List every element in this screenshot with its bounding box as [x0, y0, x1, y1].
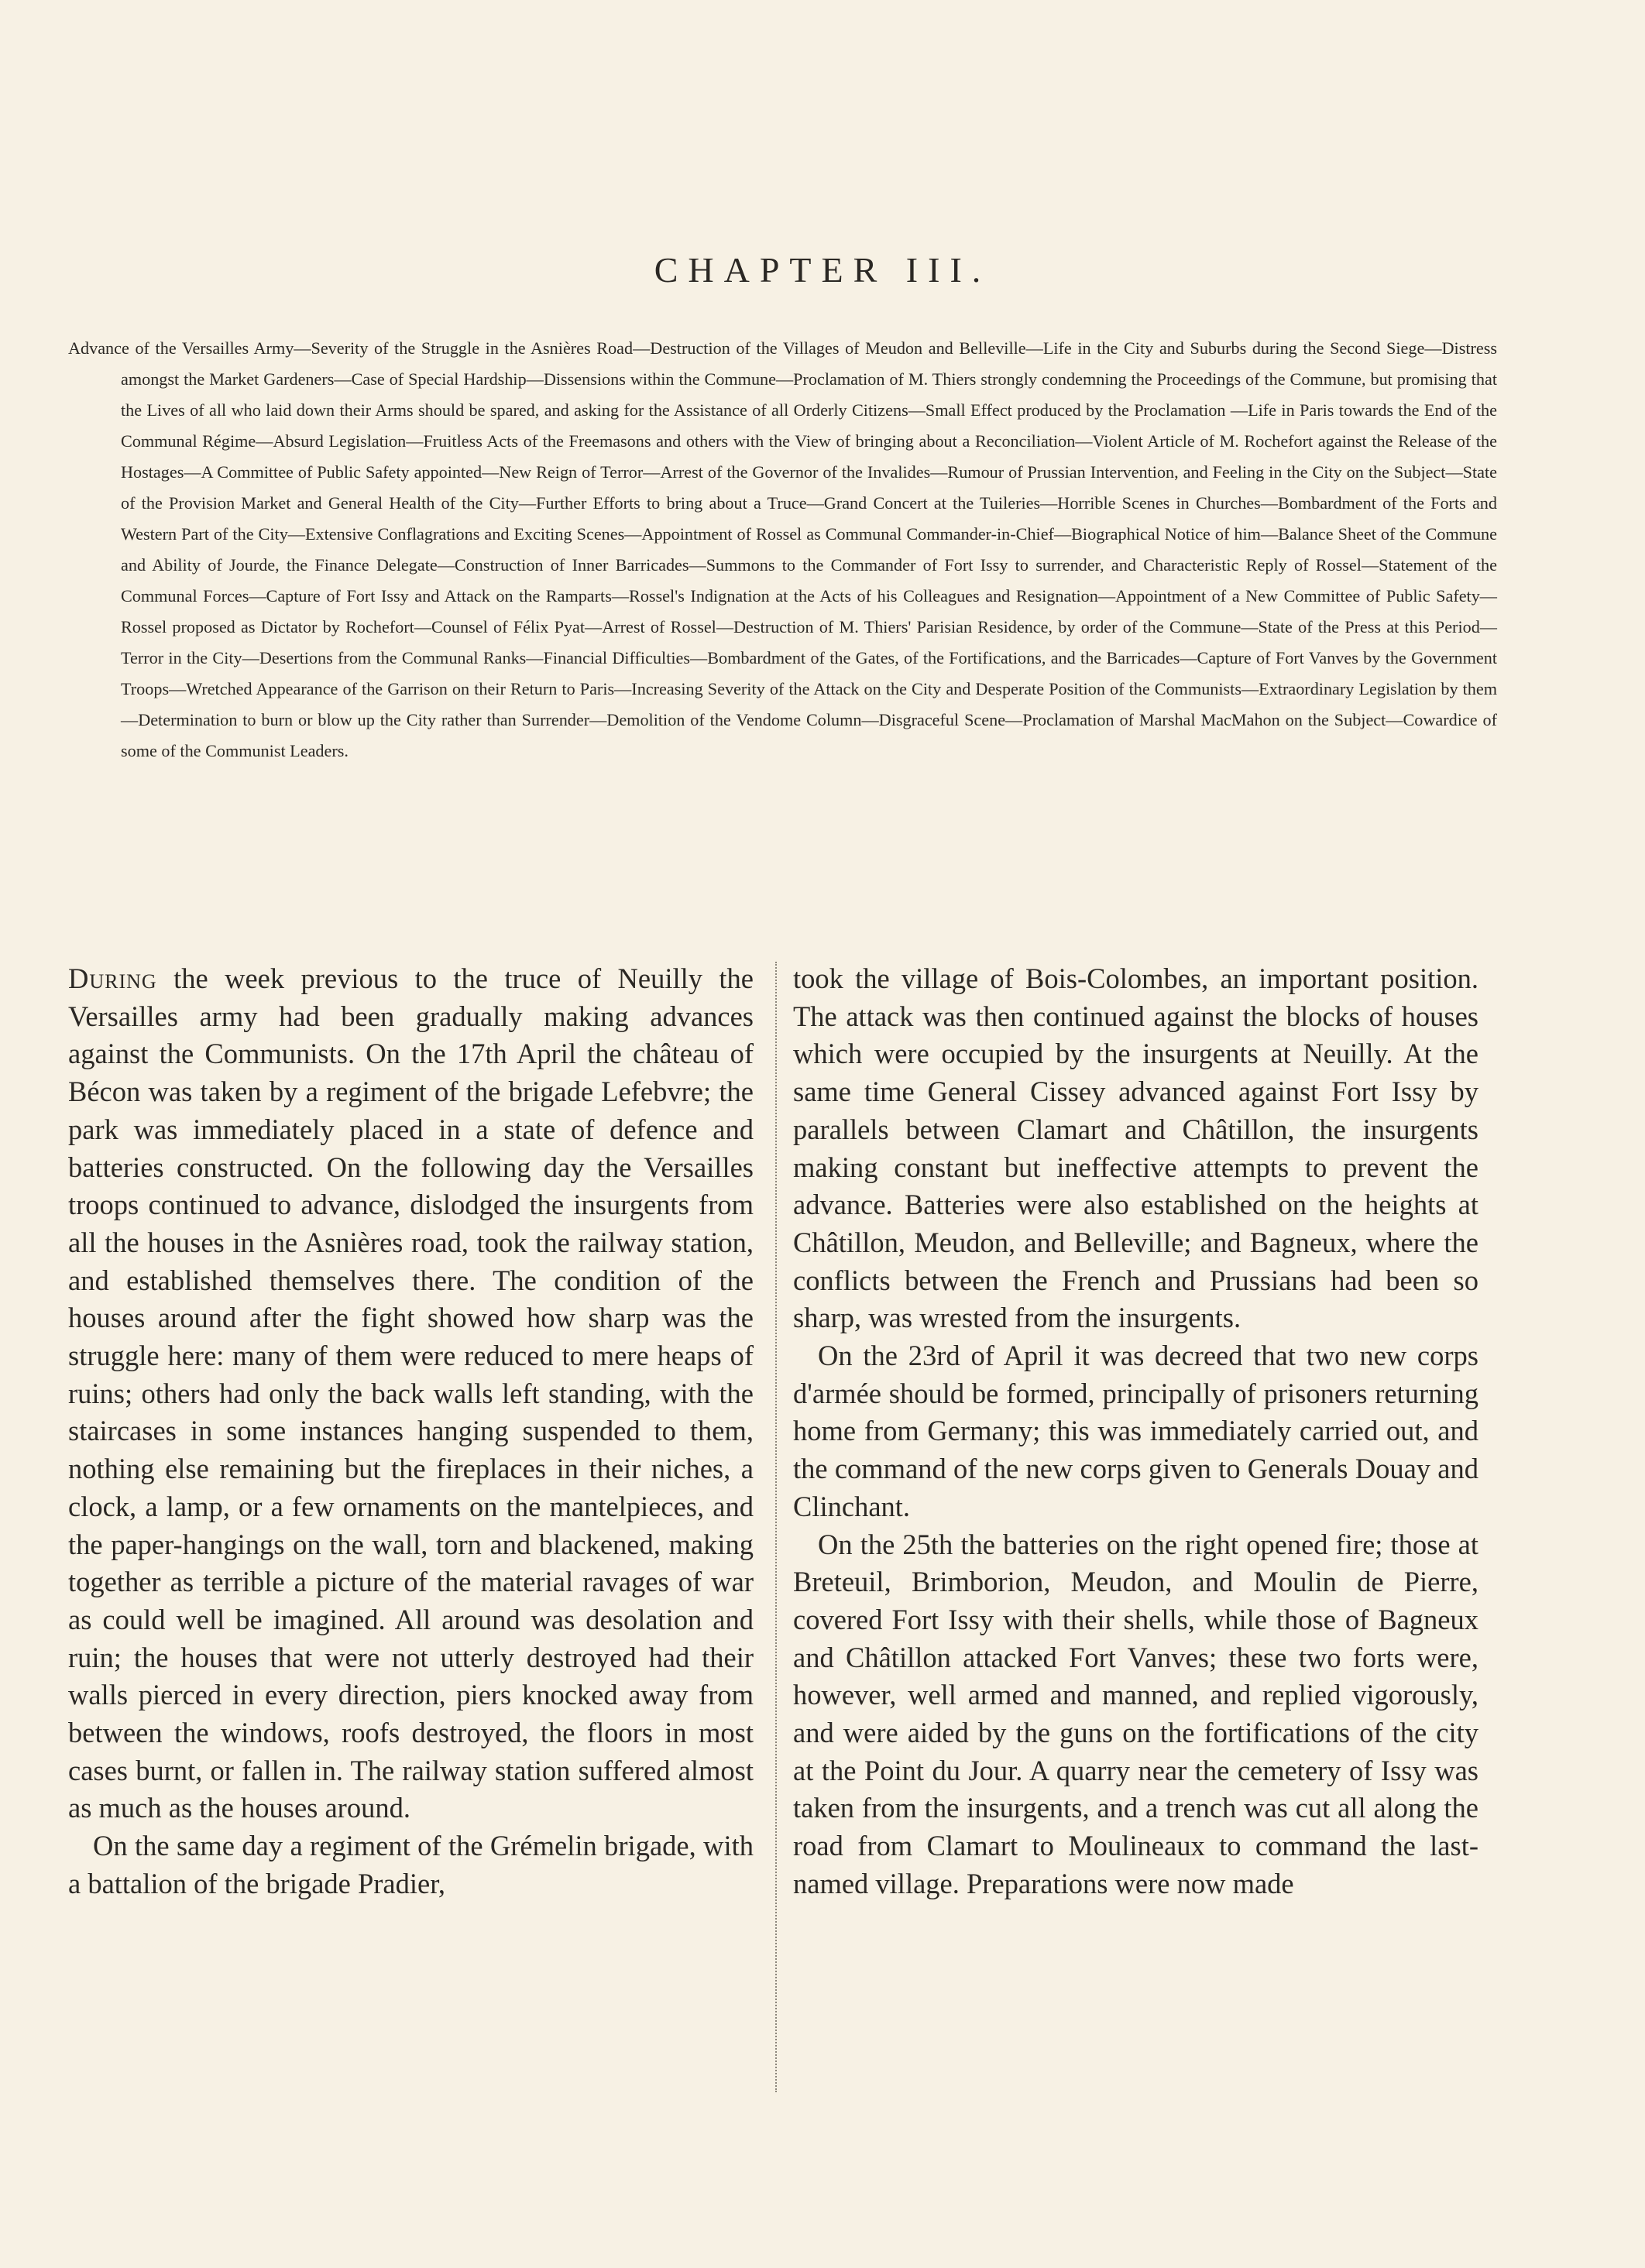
paragraph — [68, 960, 754, 1827]
column-divider — [775, 962, 777, 2092]
paragraph-text: the week previous to the truce of Neuilly the Versailles army had been gradually making advances against the Communists. On the 17th April the château of Bécon was taken by a regiment of the brigade Lefebvre; the park was immediately placed in a state of defence and batteries constructed. On the following day the Versailles troops continued to advance, dislodged the insurgents from all the houses in the Asnières road, took the railway station, and established themselves there. The condition of the houses around after the fight showed how sharp was the struggle here: many of them were reduced to mere heaps of ruins; others had only the back walls left standing, with the staircases in some instances hanging suspended to them, nothing else remaining but the fireplaces in their niches, a clock, a lamp, or a few ornaments on the mantelpieces, and the paper-hangings on the wall, torn and blackened, making together as terrible a picture of the material ravages of war as could well be imagined. All around was desolation and ruin; the houses that were not utterly destroyed had their walls pierced in every direction, piers knocked away from between the windows, roofs destroyed, the floors in most cases burnt, or fallen in. The railway station suffered almost as much as the houses around. — [68, 962, 754, 1824]
chapter-synopsis: Advance of the Versailles Army—Severity of the Struggle in the Asnières Road—Destruction of the Villages of Meudon and Belleville—Life in the City and Suburbs during the Second Siege—Distress amongst the Market Gardeners—Case of Special Hardship—Dissensions within the Commune—Proclamation of M. Thiers strongly condemning the Proceedings of the Commune, but promising that the Lives of all who laid down their Arms should be spared, and asking for the Assistance of all Orderly Citizens—Small Effect produced by the Proclamation —Life in Paris towards the End of the Communal Régime—Absurd Legislation—Fruitless Acts of the Freemasons and others with the View of bringing about a Reconciliation—Violent Article of M. Rochefort against the Release of the Hostages—A Committee of Public Safety appointed—New Reign of Terror—Arrest of the Governor of the Invalides—Rumour of Prussian Intervention, and Feeling in the City on the Subject—State of the Provision Market and General Health of the City—Further Efforts to bring about a Truce—Grand Concert at the Tuileries—Horrible Scenes in Churches—Bombardment of the Forts and Western Part of the City—Extensive Conflagrations and Exciting Scenes—Appointment of Rossel as Communal Commander-in-Chief—Biographical Notice of him—Balance Sheet of the Commune and Ability of Jourde, the Finance Delegate—Construction of Inner Barricades—Summons to the Commander of Fort Issy to surrender, and Characteristic Reply of Rossel—Statement of the Communal Forces—Capture of Fort Issy and Attack on the Ramparts—Rossel's Indignation at the Acts of his Colleagues and Resignation—Appointment of a New Committee of Public Safety—Rossel proposed as Dictator by Rochefort—Counsel of Félix Pyat—Arrest of Rossel—Destruction of M. Thiers' Parisian Residence, by order of the Commune—State of the Press at this Period—Terror in the City—Desertions from the Communal Ranks—Financial Difficulties—Bombardment of the Gates, of the Fortifications, and the Barricades—Capture of Fort Vanves by the Government Troops—Wretched Appearance of the Garrison on their Return to Paris—Increasing Severity of the Attack on the City and Desperate Position of the Communists—Extraordinary Legislation by them—Determination to burn or blow up the City rather than Surrender—Demolition of the Vendome Column—Disgraceful Scene—Proclamation of Marshal MacMahon on the Subject—Cowardice of some of the Communist Leaders. — [68, 338, 1497, 760]
paragraph: took the village of Bois-Colombes, an important position. The attack was then continued against the blocks of houses which were occupied by the insurgents at Neuilly. At the same time General Cissey advanced against Fort Issy by parallels between Clamart and Châtillon, the insurgents making constant but ineffective attempts to prevent the advance. Batteries were also established on the heights at Châtillon, Meudon, and Belleville; and Bagneux, where the conflicts between the French and Prussians had been so sharp, was wrested from the insurgents. — [793, 962, 1478, 1334]
left-column — [68, 960, 754, 1903]
paragraph: On the same day a regiment of the Grémelin brigade, with a battalion of the brigade Pradier, — [68, 1830, 754, 1899]
body-columns — [68, 960, 1493, 2145]
chapter-title: CHAPTER III. — [654, 250, 991, 290]
paragraph: On the 23rd of April it was decreed that two new corps d'armée should be formed, principally of prisoners returning home from Germany; this was immediately carried out, and the command of the new corps given to Generals Douay and Clinchant. — [793, 1340, 1478, 1522]
paragraph: On the 25th the batteries on the right opened fire; those at Breteuil, Brimborion, Meudon, and Moulin de Pierre, covered Fort Issy with their shells, while those of Bagneux and Châtillon attacked Fort Vanves; these two forts were, however, well armed and manned, and replied vigorously, and were aided by the guns on the fortifications of the city at the Point du Jour. A quarry near the cemetery of Issy was taken from the insurgents, and a trench was cut all along the road from Clamart to Moulineaux to command the last-named village. Preparations were now made — [793, 1528, 1478, 1899]
opening-word: During — [68, 962, 157, 994]
right-column — [793, 960, 1478, 1903]
